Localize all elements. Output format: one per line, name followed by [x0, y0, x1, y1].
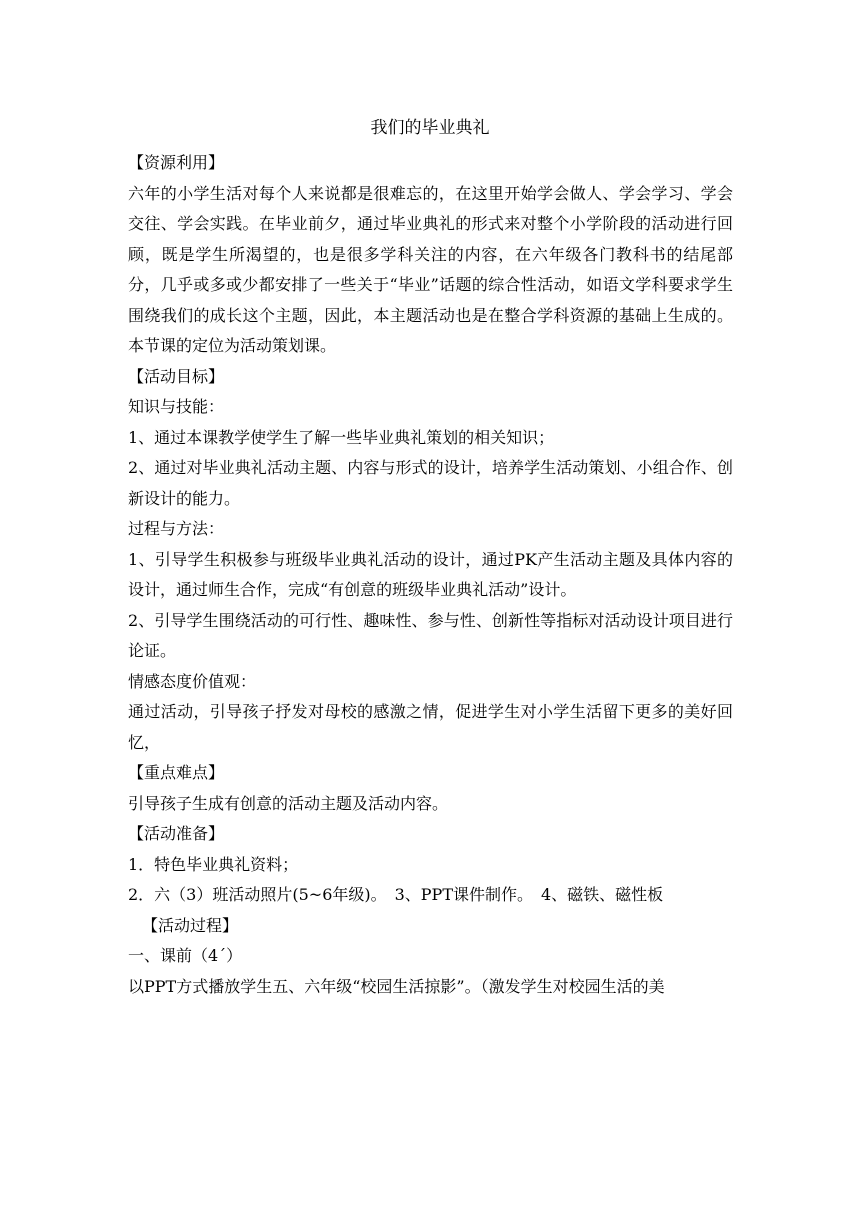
process-heading: 过程与方法： — [128, 519, 225, 538]
document-body — [128, 148, 733, 1002]
section-heading-keypoints: 【重点难点】 — [128, 763, 225, 782]
keypoints-paragraph: 引导孩子生成有创意的活动主题及活动内容。 — [128, 793, 449, 813]
emotion-heading: 情感态度价值观： — [128, 671, 257, 691]
section-heading-resource: 【资源利用】 — [128, 153, 225, 172]
emotion-paragraph: 通过活动，引导孩子抒发对母校的感激之情，促进学生对小学生活留下更多的美好回忆， — [128, 702, 733, 752]
resource-paragraph: 六年的小学生活对每个人来说都是很难忘的，在这里开始学会做人、学会学习、学会交往、学会实践。在毕业前夕，通过毕业典礼的形式来对整个小学阶段的活动进行回顾，既是学生所渴望的，也是很多学科关注的内容，在六年级各门教科书的结尾部分，几乎或多或少都安排了一些关于“毕业”话题的综合性活动，如语文学科要求学生围绕我们的成长这个主题，因此，本主题活动也是在整合学科资源的基础上生成的。本节课的定位为活动策划课。 — [128, 183, 733, 355]
knowledge-item-2: 2、通过对毕业典礼活动主题、内容与形式的设计，培养学生活动策划、小组合作、创新设计的能力。 — [128, 458, 733, 508]
section-heading-process-main: 【活动过程】 — [142, 915, 239, 935]
document-title: 我们的毕业典礼 — [370, 118, 490, 138]
process-item-1: 1、引导学生积极参与班级毕业典礼活动的设计，通过PK产生活动主题及具体内容的设计，通过师生合作，完成“有创意的班级毕业典礼活动”设计。 — [128, 549, 733, 599]
knowledge-heading: 知识与技能： — [128, 397, 225, 416]
step1-heading: 一、课前（4´） — [128, 946, 243, 965]
prep-item-2: 2．六（3）班活动照片(5~6年级)。 3、PPT课件制作。 4、磁铁、磁性板 — [128, 885, 664, 904]
section-heading-prep: 【活动准备】 — [128, 824, 225, 843]
knowledge-item-1: 1、通过本课教学使学生了解一些毕业典礼策划的相关知识； — [128, 427, 555, 447]
prep-item-1: 1．特色毕业典礼资料； — [128, 854, 299, 874]
process-item-2: 2、引导学生围绕活动的可行性、趣味性、参与性、创新性等指标对活动设计项目进行论证。 — [128, 610, 733, 660]
section-heading-goals: 【活动目标】 — [128, 366, 225, 386]
step1-paragraph: 以PPT方式播放学生五、六年级“校园生活掠影”。（激发学生对校园生活的美 — [128, 976, 665, 996]
